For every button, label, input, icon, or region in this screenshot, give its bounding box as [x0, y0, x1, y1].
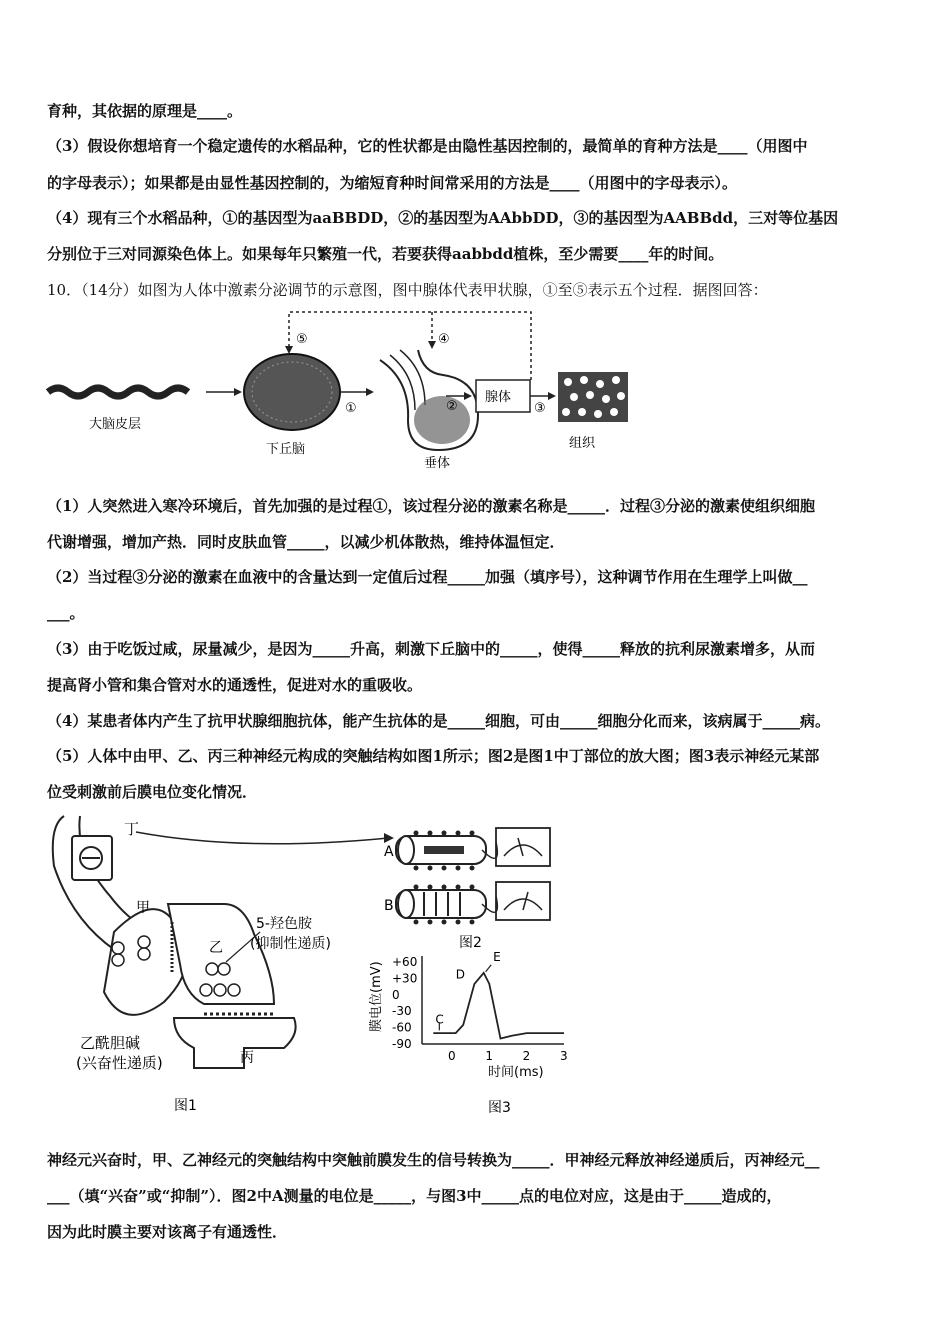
x-axis-label: 时间(ms)	[488, 1065, 544, 1080]
hypothalamus-shape	[244, 354, 340, 430]
figure-3-chart	[368, 950, 568, 1080]
label-pituitary: 垂体	[424, 456, 451, 470]
x-tick-label: 0	[448, 1049, 456, 1063]
text-line-1: 育种，其依据的原理是____。	[47, 102, 243, 120]
text-line-18: 因为此时膜主要对该离子有通透性．	[47, 1223, 288, 1241]
y-tick-label: +30	[392, 971, 418, 986]
label-ach-1: 乙酰胆碱	[80, 1034, 141, 1052]
label-yi: 乙	[209, 940, 223, 956]
step-5: ⑤	[296, 332, 308, 347]
label-ding: 丁	[124, 820, 140, 838]
text-line-14: （5）人体中由甲、乙、丙三种神经元构成的突触结构如图1所示；图2是图1中丁部位的放大图；图3表示神经元某部	[47, 747, 820, 765]
potential-curve	[433, 973, 564, 1039]
y-axis-label: 膜电位(mV)	[369, 961, 384, 1032]
y-tick-label: -30	[392, 1004, 412, 1019]
text-line-11: （3）由于吃饭过咸，尿量减少，是因为_____升高，刺激下丘脑中的_____，使得_____释放的抗利尿激素增多，从而	[47, 640, 815, 658]
label-cortex: 大脑皮层	[89, 417, 142, 432]
text-line-12: 提高肾小管和集合管对水的通透性，促进对水的重吸收。	[47, 676, 423, 694]
x-tick-label: 2	[522, 1049, 531, 1063]
label-a: A	[384, 844, 394, 860]
question-10-title: 10．（14分）如图为人体中激素分泌调节的示意图，图中腺体代表甲状腺，①至⑤表示五个过程．据图回答：	[47, 281, 768, 299]
step-3: ③	[534, 401, 546, 416]
y-tick-label: 0	[392, 987, 400, 1002]
label-hypothalamus: 下丘脑	[266, 442, 306, 457]
x-tick-label: 1	[485, 1049, 493, 1063]
label-tissue: 组织	[569, 436, 596, 451]
label-serotonin-1: 5-羟色胺	[256, 916, 312, 932]
point-e-label: E	[493, 949, 501, 964]
text-line-5: 分别位于三对同源染色体上。如果每年只繁殖一代，若要获得aabbdd植株，至少需要____年的时间。	[47, 245, 724, 263]
point-d-label: D	[455, 967, 465, 982]
text-line-10: ___。	[47, 604, 85, 622]
y-tick-label: -60	[392, 1020, 412, 1035]
text-line-16: 神经元兴奋时，甲、乙神经元的突触结构中突触前膜发生的信号转换为_____．甲神经元释放神经递质后，丙神经元__	[47, 1151, 820, 1169]
text-line-17: ___（填“兴奋”或“抑制”）．图2中A测量的电位是_____，与图3中_____点的电位对应，这是由于_____造成的，	[47, 1187, 782, 1205]
figure-1	[53, 816, 394, 1114]
label-gland: 腺体	[485, 390, 512, 405]
text-line-7: （1）人突然进入寒冷环境后，首先加强的是过程①，该过程分泌的激素名称是_____．过程③分泌的激素使组织细胞	[47, 497, 815, 515]
text-line-9: （2）当过程③分泌的激素在血液中的含量达到一定值后过程_____加强（填序号），这种调节作用在生理学上叫做__	[47, 568, 808, 586]
cerebral-cortex-shape	[48, 388, 188, 396]
figure-2	[384, 828, 550, 951]
text-line-4: （4）现有三个水稻品种，①的基因型为aaBBDD，②的基因型为AAbbDD，③的基因型为AABBdd，三对等位基因	[47, 209, 839, 227]
label-fig1: 图1	[174, 1098, 197, 1114]
y-tick-label: -90	[392, 1037, 412, 1051]
text-line-3: 的字母表示）；如果都是由显性基因控制的，为缩短育种时间常采用的方法是____（用图中的字母表示）。	[47, 174, 738, 192]
label-fig3: 图3	[488, 1100, 511, 1116]
label-fig2: 图2	[459, 935, 482, 951]
point-c-label: C	[435, 1012, 444, 1027]
label-ach-2: (兴奋性递质)	[76, 1054, 163, 1072]
y-tick-label: +60	[392, 955, 418, 969]
step-1: ①	[345, 401, 357, 416]
label-bing: 丙	[240, 1050, 254, 1066]
step-2: ②	[446, 399, 458, 414]
label-b: B	[384, 898, 394, 914]
text-line-13: （4）某患者体内产生了抗甲状腺细胞抗体，能产生抗体的是_____细胞，可由_____细胞分化而来，该病属于_____病。	[47, 712, 830, 730]
x-tick-label: 3	[560, 1049, 568, 1063]
label-jia: 甲	[136, 900, 150, 916]
text-line-15: 位受刺激前后膜电位变化情况．	[47, 783, 258, 801]
point-e-arrow	[486, 965, 492, 972]
step-4: ④	[438, 332, 450, 347]
text-line-8: 代谢增强，增加产热．同时皮肤血管_____，以减少机体散热，维持体温恒定．	[47, 533, 565, 551]
hormone-regulation-diagram	[44, 300, 664, 470]
text-line-2: （3）假设你想培育一个稳定遗传的水稻品种，它的性状都是由隐性基因控制的，最简单的育种方法是____（用图中	[47, 137, 808, 155]
synapse-figure	[44, 812, 604, 1122]
label-serotonin-2: (抑制性递质)	[250, 936, 331, 952]
